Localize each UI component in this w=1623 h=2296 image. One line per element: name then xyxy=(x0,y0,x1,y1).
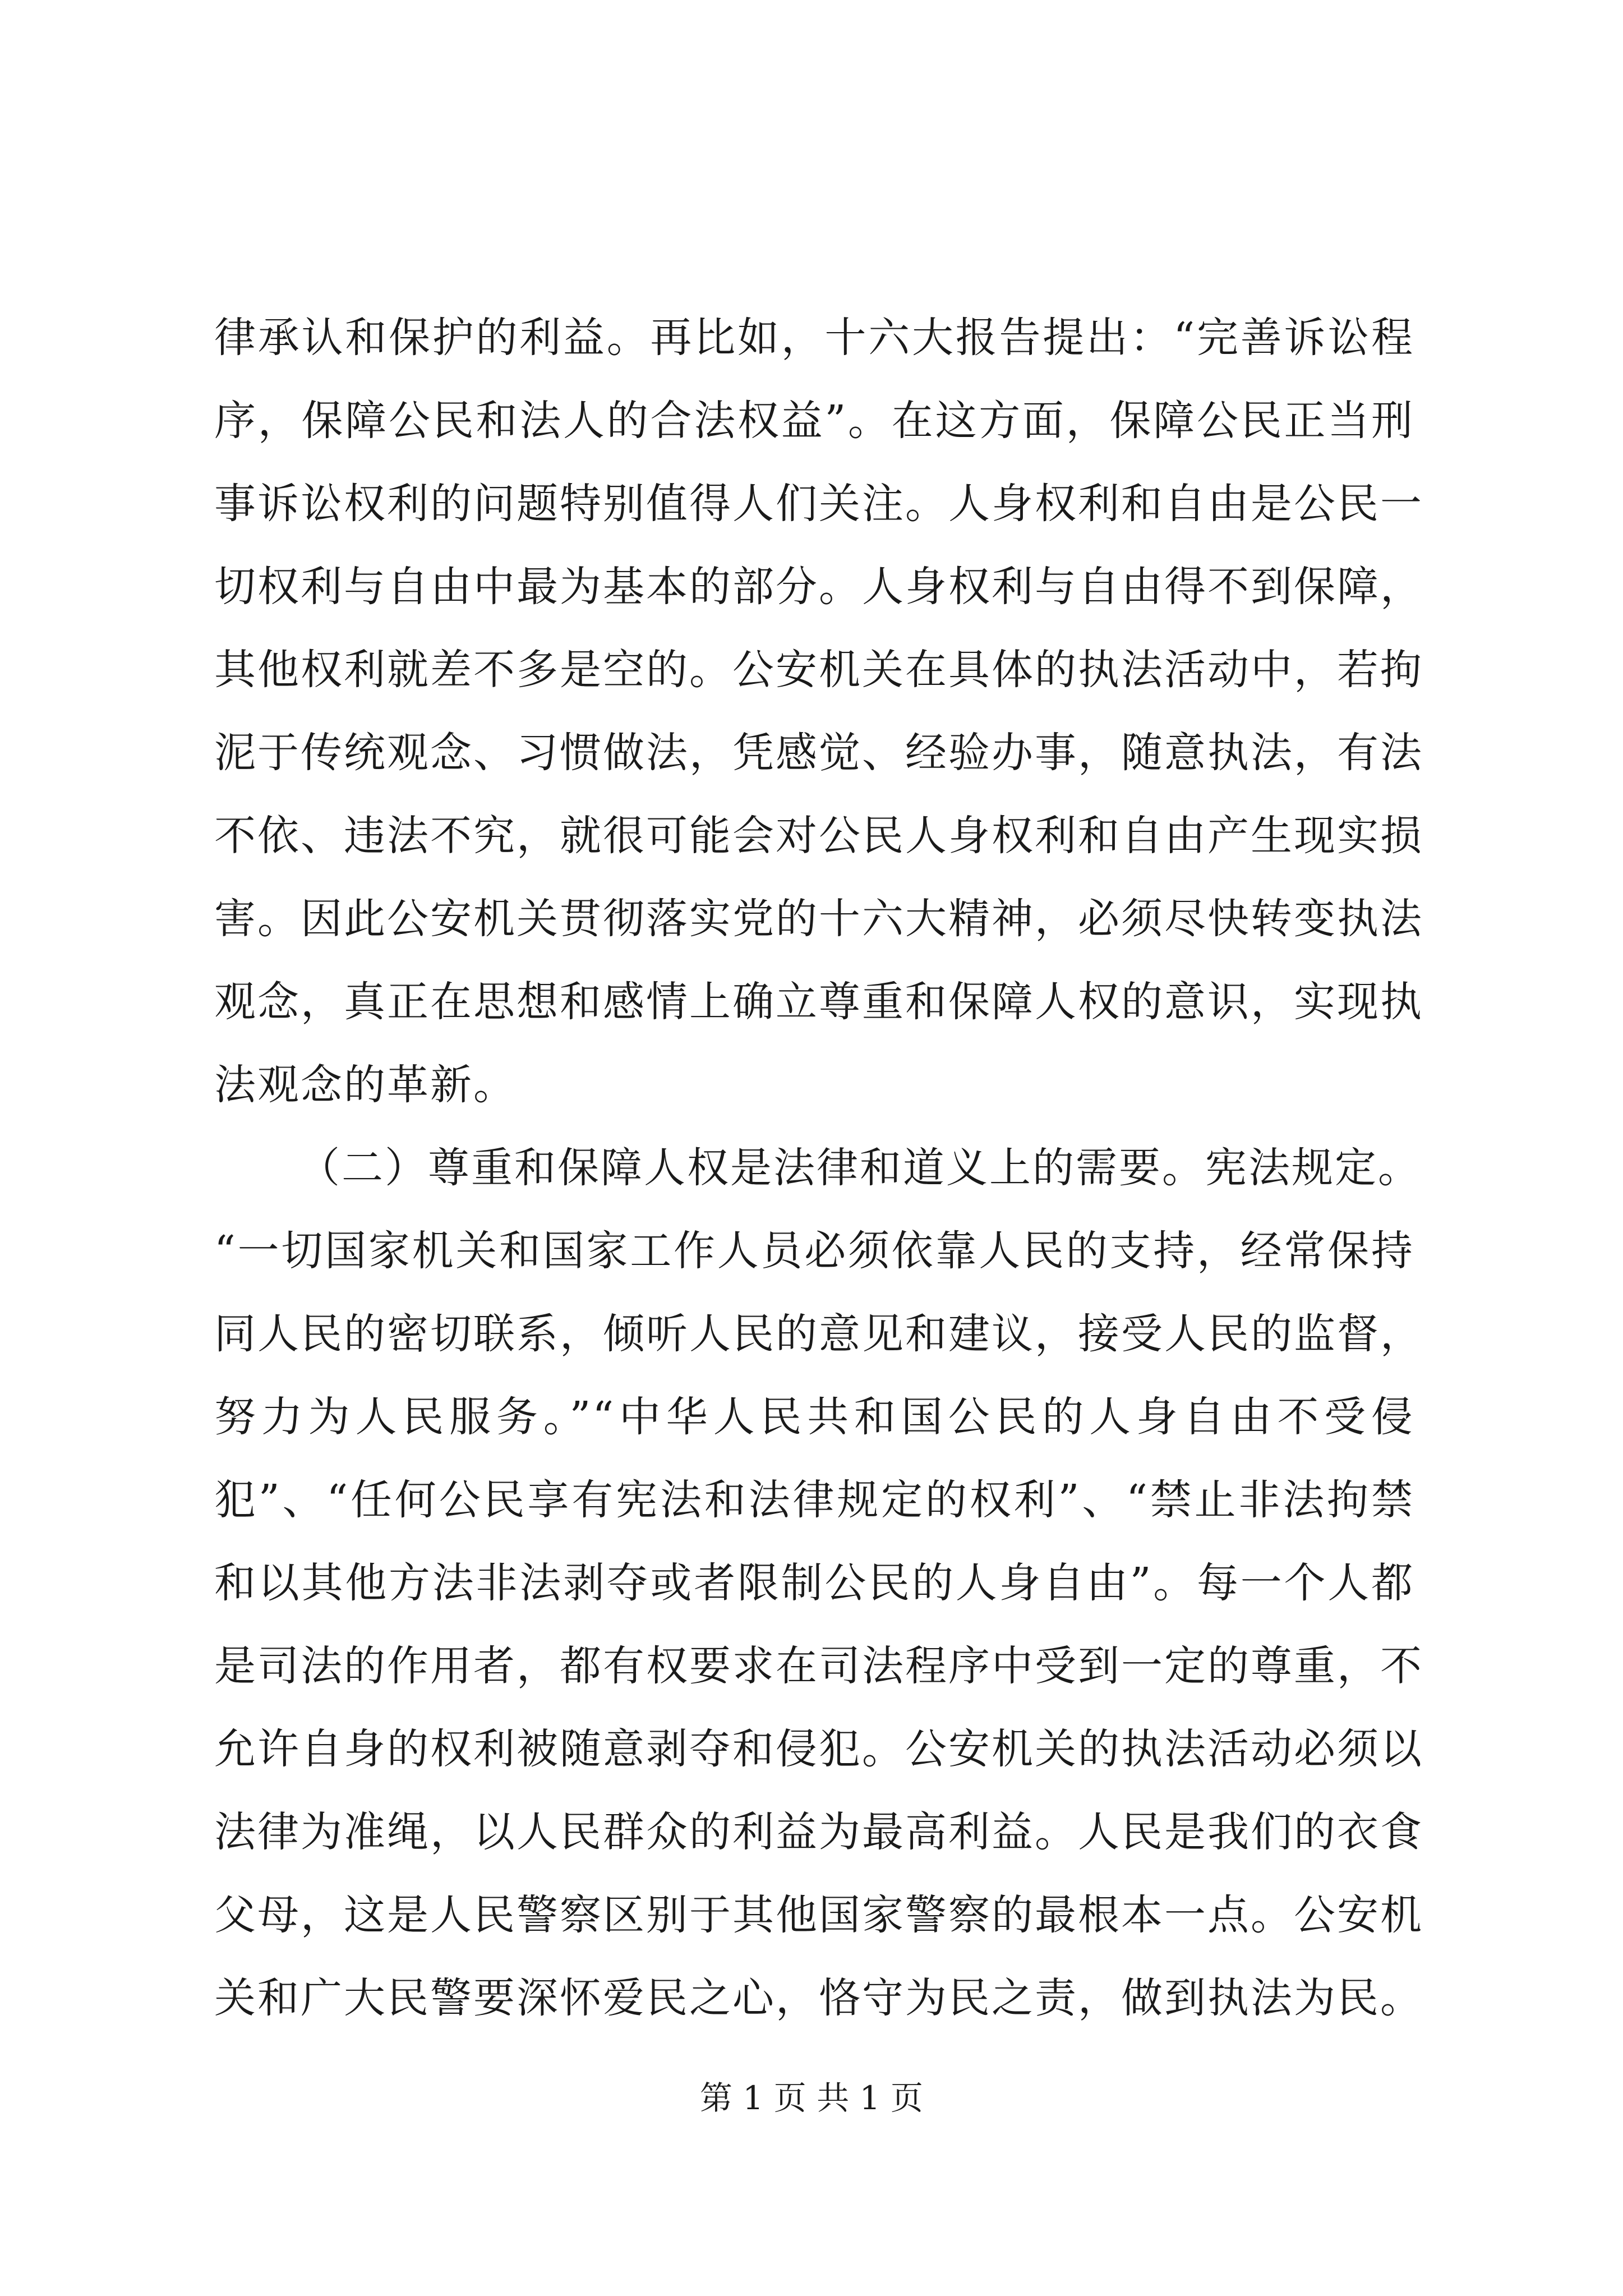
text-line: 允许自身的权利被随意剥夺和侵犯。公安机关的执法活动必须以 xyxy=(214,1725,1423,1773)
text-line: 关和广大民警要深怀爱民之心，恪守为民之责，做到执法为民。 xyxy=(214,1974,1423,2022)
text-line: 法律为准绳，以人民群众的利益为最高利益。人民是我们的衣食 xyxy=(214,1808,1423,1856)
text-line: 法观念的革新。 xyxy=(214,1061,517,1109)
page-number-label: 第 1 页 共 1 页 xyxy=(700,2079,923,2117)
text-line: 切权利与自由中最为基本的部分。人身权利与自由得不到保障， xyxy=(214,563,1423,611)
text-line: 努力为人民服务。”“中华人民共和国公民的人身自由不受侵 xyxy=(214,1393,1414,1441)
text-line: “一切国家机关和国家工作人员必须依靠人民的支持，经常保持 xyxy=(214,1227,1414,1275)
text-line: 其他权利就差不多是空的。公安机关在具体的执法活动中，若拘 xyxy=(214,646,1423,694)
page-footer xyxy=(0,2076,1623,2120)
text-line: 父母，这是人民警察区别于其他国家警察的最根本一点。公安机 xyxy=(214,1891,1423,1939)
text-line: 害。因此公安机关贯彻落实党的十六大精神，必须尽快转变执法 xyxy=(214,895,1423,943)
text-line: 序，保障公民和法人的合法权益”。在这方面，保障公民正当刑 xyxy=(214,397,1414,445)
text-line: 观念，真正在思想和感情上确立尊重和保障人权的意识，实现执 xyxy=(214,978,1423,1026)
text-line: 泥于传统观念、习惯做法，凭感觉、经验办事，随意执法，有法 xyxy=(214,729,1423,777)
text-line: 事诉讼权利的问题特别值得人们关注。人身权利和自由是公民一 xyxy=(214,480,1423,528)
text-line: 和以其他方法非法剥夺或者限制公民的人身自由”。每一个人都 xyxy=(214,1559,1414,1607)
body-text xyxy=(214,296,1423,2040)
text-line: 不依、违法不究，就很可能会对公民人身权利和自由产生现实损 xyxy=(214,812,1423,860)
text-line: 犯”、“任何公民享有宪法和法律规定的权利”、“禁止非法拘禁 xyxy=(214,1476,1414,1524)
text-line: 同人民的密切联系，倾听人民的意见和建议，接受人民的监督， xyxy=(214,1310,1423,1358)
paragraph-heading-line: （二）尊重和保障人权是法律和道义上的需要。宪法规定。 xyxy=(298,1144,1421,1192)
text-line: 律承认和保护的利益。再比如，十六大报告提出：“完善诉讼程 xyxy=(214,314,1414,362)
text-line: 是司法的作用者，都有权要求在司法程序中受到一定的尊重，不 xyxy=(214,1642,1423,1690)
